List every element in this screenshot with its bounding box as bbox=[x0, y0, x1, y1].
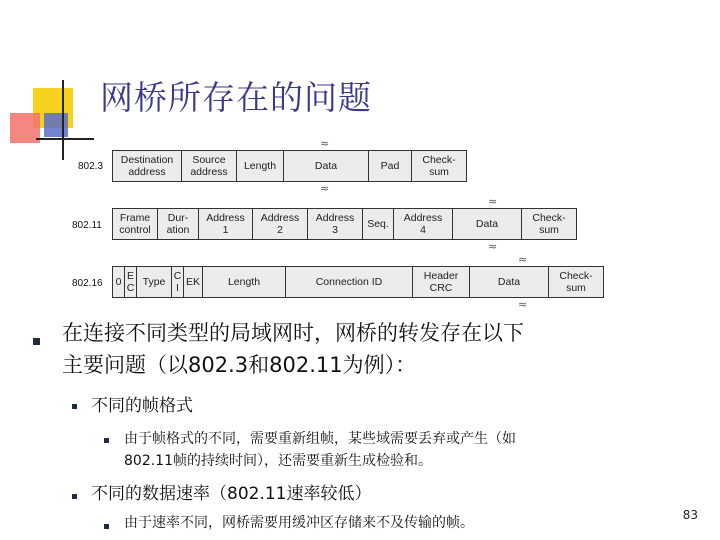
bullet-text: 802.11帧的持续时间），还需要重新生成检验和。 bbox=[124, 453, 432, 469]
bullet-text: 主要问题（以802.3和802.11为例）： bbox=[62, 353, 417, 377]
field-duration: Dur- ation bbox=[157, 208, 199, 240]
field-address-3: Address 3 bbox=[307, 208, 363, 240]
logo-horizontal-line bbox=[36, 138, 94, 140]
bullet-text: 由于帧格式的不同，需要重新组帧，某些域需要丢弃或产生（如 bbox=[124, 431, 516, 447]
frame-802-3 bbox=[112, 150, 466, 182]
break-mark: ≈ bbox=[488, 240, 498, 253]
field-ek: EK bbox=[183, 266, 203, 298]
break-mark: ≈ bbox=[320, 182, 330, 195]
frame-802-16 bbox=[112, 266, 603, 298]
logo-vertical-line bbox=[62, 80, 64, 160]
frame-label-802-11: 802.11 bbox=[72, 220, 102, 231]
bullet-text: 在连接不同类型的局域网时，网桥的转发存在以下 bbox=[62, 321, 524, 345]
bullet-marker bbox=[72, 404, 77, 409]
field-data: Data bbox=[452, 208, 522, 240]
bullet-marker bbox=[33, 338, 40, 345]
page-title: 网桥所存在的问题 bbox=[100, 78, 372, 117]
frame-802-11 bbox=[112, 208, 576, 240]
field-address-1: Address 1 bbox=[198, 208, 253, 240]
field-type: Type bbox=[136, 266, 172, 298]
field-source-address: Source address bbox=[181, 150, 237, 182]
bullet-marker bbox=[104, 438, 109, 443]
field-length: Length bbox=[202, 266, 286, 298]
field-data: Data bbox=[469, 266, 549, 298]
field-address-4: Address 4 bbox=[393, 208, 453, 240]
field-data: Data bbox=[283, 150, 369, 182]
frame-label-802-3: 802.3 bbox=[78, 161, 104, 172]
field-zero-bit: 0 bbox=[112, 266, 125, 298]
field-checksum: Check- sum bbox=[411, 150, 467, 182]
field-checksum: Check- sum bbox=[521, 208, 577, 240]
break-mark: ≈ bbox=[518, 253, 528, 266]
bullet-marker bbox=[72, 494, 77, 499]
field-header-crc: Header CRC bbox=[412, 266, 470, 298]
field-pad: Pad bbox=[368, 150, 412, 182]
field-ec: E C bbox=[124, 266, 137, 298]
bullet-text: 不同的数据速率（802.11速率较低） bbox=[91, 484, 372, 504]
frame-label-802-16: 802.16 bbox=[72, 278, 103, 289]
field-checksum: Check- sum bbox=[548, 266, 604, 298]
field-destination-address: Destination address bbox=[112, 150, 182, 182]
page-number: 83 bbox=[682, 508, 698, 522]
bullet-text: 不同的帧格式 bbox=[91, 396, 193, 416]
field-seq: Seq. bbox=[362, 208, 394, 240]
break-mark: ≈ bbox=[320, 137, 330, 150]
field-frame-control: Frame control bbox=[112, 208, 158, 240]
field-ci: C I bbox=[171, 266, 184, 298]
break-mark: ≈ bbox=[488, 195, 498, 208]
bullet-marker bbox=[104, 524, 109, 529]
field-connection-id: Connection ID bbox=[285, 266, 413, 298]
bullet-text: 由于速率不同，网桥需要用缓冲区存储来不及传输的帧。 bbox=[124, 515, 474, 531]
field-length: Length bbox=[236, 150, 284, 182]
field-address-2: Address 2 bbox=[252, 208, 308, 240]
logo-blue-square bbox=[44, 113, 68, 137]
break-mark: ≈ bbox=[518, 298, 528, 311]
